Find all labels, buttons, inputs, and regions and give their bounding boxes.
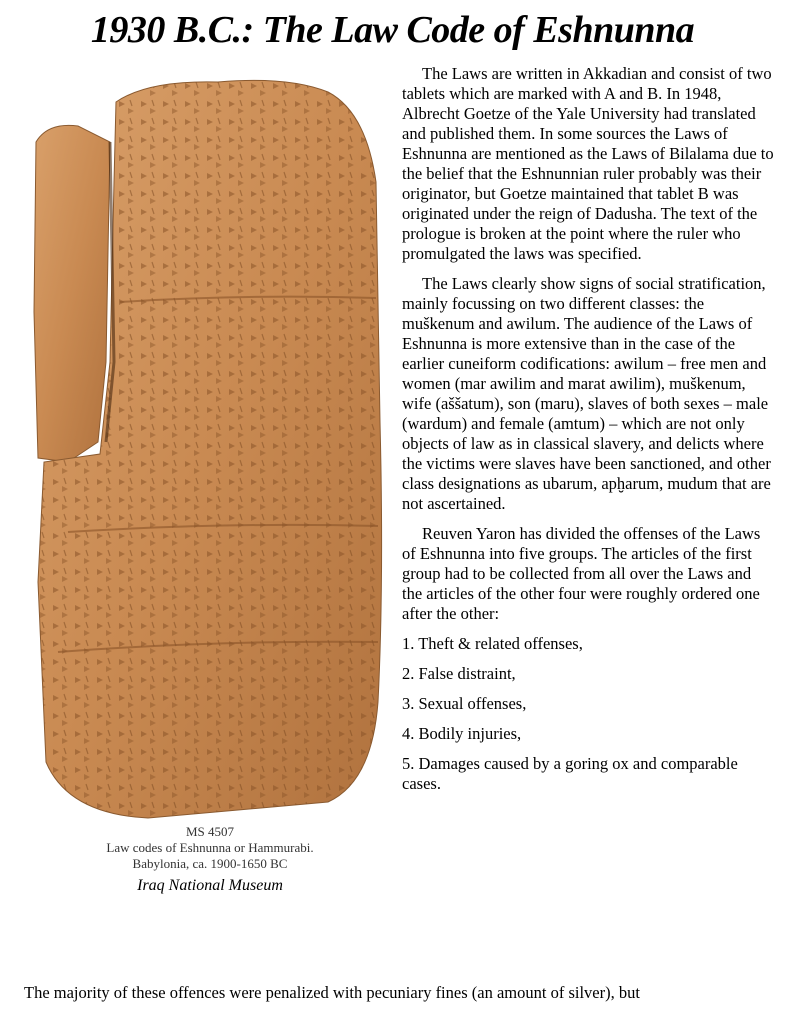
list-item: 3. Sexual offenses, xyxy=(402,694,527,713)
list-item: 4. Bodily injuries, xyxy=(402,724,522,743)
body-text-column xyxy=(402,64,774,804)
footer-text: The majority of these offences were penalized with pecuniary fines (an amount of silver), but xyxy=(24,983,640,1002)
page-title: 1930 B.C.: The Law Code of Eshnunna xyxy=(90,9,695,51)
image-caption xyxy=(60,824,360,894)
paragraph: The Laws clearly show signs of social stratification, mainly focussing on two different classes: the muškenum and awilum. The audience of the Laws of Eshnunna is more extensive than in the case of the earlier cuneiform codifications: awilum – free men and women (mar awilim and marat awilim), muškenum, wife (aššatum), son (maru), slaves of both sexes – male (wardum) and female (amtum) – which are not only objects of law as in classical slavery, and delicts where the victims were slaves have been sanctioned, and other class designations as ubarum, apḫarum, mudum that are not ascertained. xyxy=(402,274,771,513)
paragraph: The Laws are written in Akkadian and consist of two tablets which are marked with A and B. In 1948, Albrecht Goetze of the Yale University had translated and published them. In some sources the Laws of Eshnunna are mentioned as the Laws of Bilalama due to the belief that the Eshnunnian ruler probably was their originator, but Goetze maintained that tablet B was originated under the reign of Dadusha. The text of the prologue is broken at the point where the ruler who promulgated the laws was specified. xyxy=(402,64,774,263)
list-item: 2. False distraint, xyxy=(402,664,516,683)
caption-museum: Iraq National Museum xyxy=(137,877,283,894)
list-item: 5. Damages caused by a goring ox and comparable cases. xyxy=(402,754,738,793)
list-item: 1. Theft & related offenses, xyxy=(402,634,583,653)
paragraph: Reuven Yaron has divided the offenses of the Laws of Eshnunna into five groups. The articles of the first group had to be collected from all over the Laws and the articles of the other four were roughly ordered one after the other: xyxy=(402,524,761,623)
caption-catalog-number: MS 4507 xyxy=(185,824,235,839)
cuneiform-tablet-image xyxy=(28,62,388,824)
caption-description: Law codes of Eshnunna or Hammurabi. xyxy=(106,840,314,855)
offense-groups-list xyxy=(402,634,774,794)
caption-date: Babylonia, ca. 1900-1650 BC xyxy=(132,856,288,871)
